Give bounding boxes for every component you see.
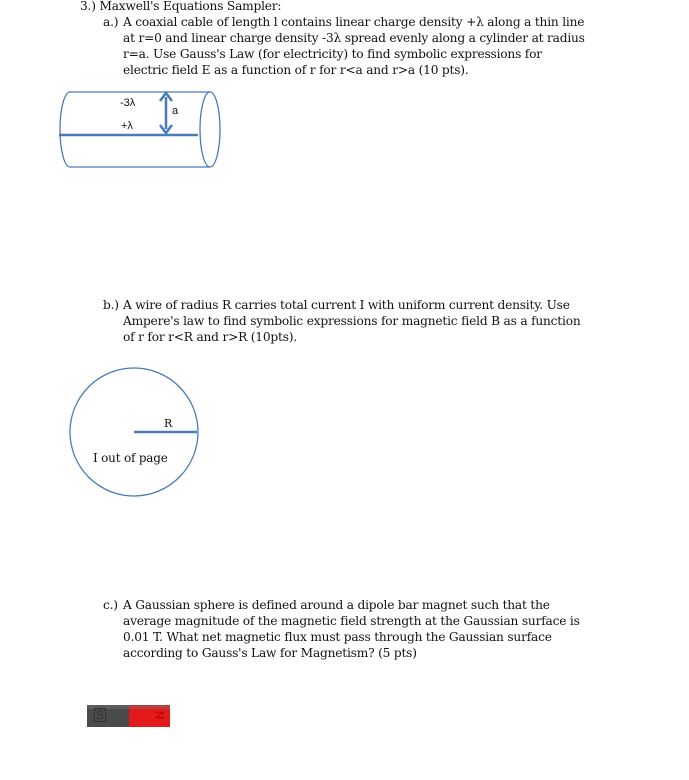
section-title: 3.) Maxwell's Equations Sampler: <box>80 0 282 13</box>
part-c-label: c.) <box>103 598 118 612</box>
outer-charge-label: -3λ <box>120 97 136 109</box>
part-c-text: average magnitude of the magnetic field strength at the Gaussian surface is <box>123 614 580 628</box>
part-b-text: of r for r<R and r>R (10pts). <box>123 330 297 344</box>
part-a-label: a.) <box>103 15 119 29</box>
inner-charge-label: +λ <box>121 120 133 132</box>
part-c-text: according to Gauss's Law for Magnetism? (5 pts) <box>123 646 417 660</box>
magnet-south-label: S <box>96 708 105 722</box>
wire-cross-section-diagram <box>70 368 198 496</box>
part-a-text: A coaxial cable of length l contains linear charge density +λ along a thin line <box>123 15 585 29</box>
part-b-label: b.) <box>103 298 119 312</box>
part-b-text: A wire of radius R carries total current I with uniform current density. Use <box>123 298 570 312</box>
coaxial-cylinder-diagram <box>59 92 220 167</box>
radius-a-label: a <box>172 105 179 117</box>
magnet-north-label: N <box>152 710 167 720</box>
part-b-text: Ampere's law to find symbolic expressions for magnetic field B as a function <box>123 314 581 328</box>
part-c-text: A Gaussian sphere is defined around a dipole bar magnet such that the <box>123 598 550 612</box>
radius-R-label: R <box>164 417 173 430</box>
current-direction-label: I out of page <box>93 451 168 465</box>
part-c-text: 0.01 T. What net magnetic flux must pass through the Gaussian surface <box>123 630 552 644</box>
part-a-text: at r=0 and linear charge density -3λ spread evenly along a cylinder at radius <box>123 31 585 45</box>
part-a-text: r=a. Use Gauss's Law (for electricity) to find symbolic expressions for <box>123 47 542 61</box>
part-a-text: electric field E as a function of r for r<a and r>a (10 pts). <box>123 63 469 77</box>
